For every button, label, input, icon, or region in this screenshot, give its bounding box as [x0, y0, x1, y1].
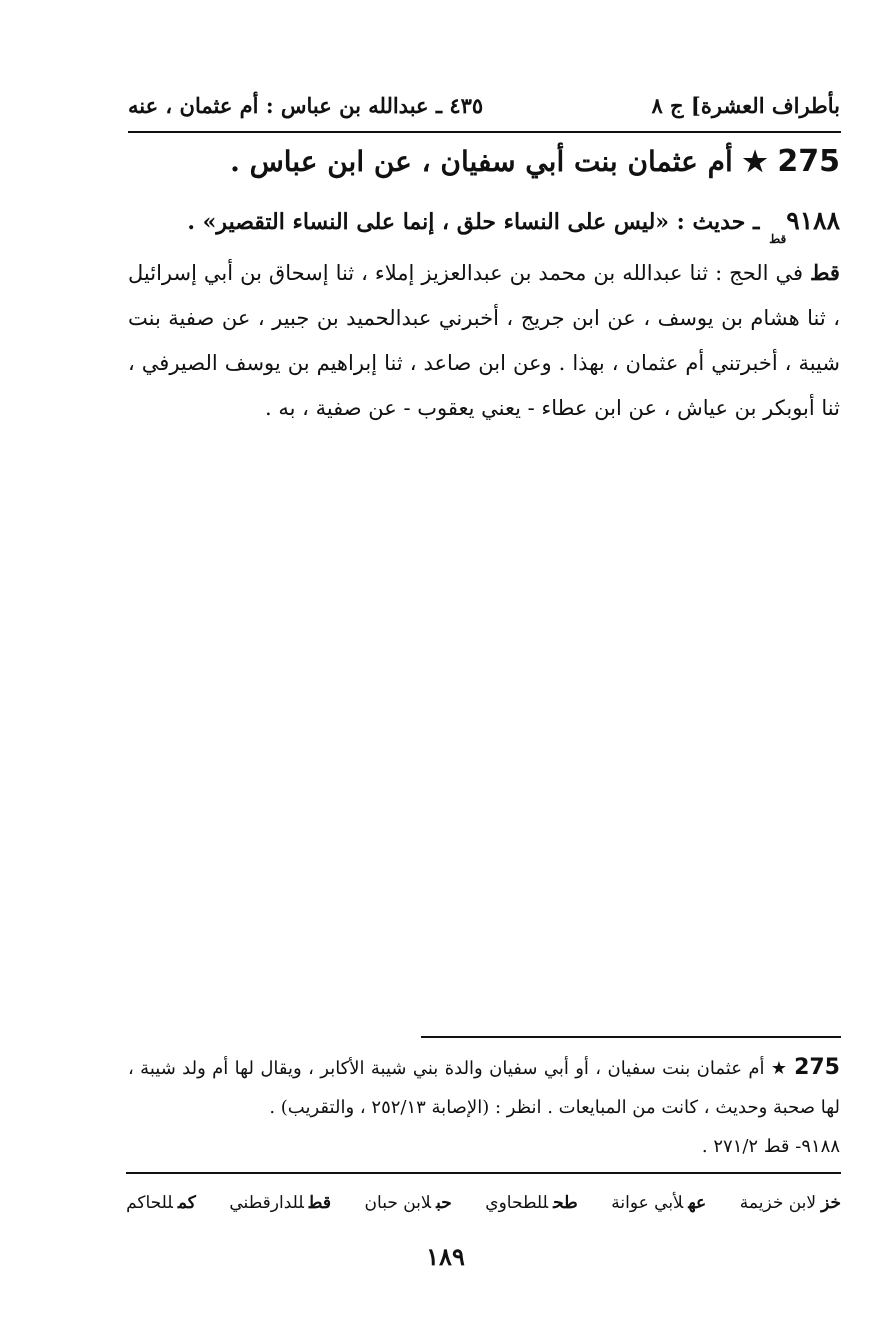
legend-name: لأبي عوانة	[611, 1193, 684, 1213]
legend-code: قط	[308, 1193, 331, 1213]
footnote-number: 275	[794, 1055, 840, 1080]
legend-code: طح	[553, 1193, 578, 1213]
header-divider	[128, 131, 841, 133]
legend-item	[485, 1193, 577, 1213]
legend-code: حب	[436, 1193, 452, 1213]
footnote-divider	[421, 1036, 841, 1038]
legend-item	[229, 1193, 331, 1213]
footnote-narrator	[128, 1048, 840, 1127]
legend-name: لابن حبان	[364, 1193, 432, 1213]
hadith-heading	[128, 206, 840, 246]
narrator-heading	[128, 144, 840, 179]
legend-name: للحاكم	[126, 1193, 173, 1213]
footnote-text: أم عثمان بنت سفيان ، أو أبي سفيان والدة بني شيبة الأكابر ، ويقال لها أم ولد شيبة ، لها صحبة وحديث ، كانت من المبايعات . انظر : (الإصابة ٢٥٢/١٣ ، والتقريب) .	[128, 1058, 840, 1118]
legend-divider	[126, 1172, 841, 1174]
hadith-dash: ـ	[753, 209, 760, 235]
isnad-text: في الحج : ثنا عبدالله بن محمد بن عبدالعزيز إملاء ، ثنا إسحاق بن أبي إسرائيل ، ثنا هشام بن يوسف ، عن ابن جريج ، أخبرني عبدالحميد بن جبير ، عن صفية بنت شيبة ، أخبرتني أم عثمان ، بهذا . وعن ابن صاعد ، ثنا إبراهيم بن يوسف الصيرفي ، ثنا أبوبكر بن عياش ، عن ابن عطاء - يعني يعقوب - عن صفية ، به .	[128, 261, 840, 420]
legend-name: للدارقطني	[229, 1193, 304, 1213]
running-header	[128, 84, 840, 118]
legend-item	[126, 1193, 196, 1213]
legend-item	[740, 1193, 841, 1213]
header-chapter: ٤٣٥ ـ عبدالله بن عباس : أم عثمان ، عنه	[128, 93, 484, 118]
hadith-text: حديث : «ليس على النساء حلق ، إنما على النساء التقصير» .	[187, 209, 746, 235]
isnad-paragraph	[128, 250, 840, 431]
hadith-number: ٩١٨٨	[786, 206, 840, 235]
footnote-hadith-ref: ٩١٨٨- قط ٢٧١/٢ .	[701, 1136, 840, 1157]
legend-name: لابن خزيمة	[739, 1193, 817, 1213]
legend-code: عه	[688, 1193, 707, 1213]
narrator-text: أم عثمان بنت أبي سفيان ، عن ابن عباس .	[230, 145, 733, 178]
hadith-source-mark: قط	[769, 232, 787, 246]
legend-code: خز	[821, 1193, 841, 1213]
legend-code: كم	[177, 1193, 196, 1213]
page-number: ١٨٩	[426, 1242, 465, 1271]
star-icon: ★	[742, 145, 768, 178]
header-book-volume: بأطراف العشرة] ج ٨	[651, 93, 840, 118]
star-icon: ★	[770, 1058, 788, 1079]
legend-item	[611, 1193, 706, 1213]
isnad-source-code: قط	[810, 260, 840, 285]
legend-name: للطحاوي	[485, 1193, 549, 1213]
narrator-number: 275	[777, 144, 840, 179]
footnotes	[128, 1048, 840, 1166]
legend-item	[365, 1193, 452, 1213]
source-legend	[126, 1186, 841, 1220]
